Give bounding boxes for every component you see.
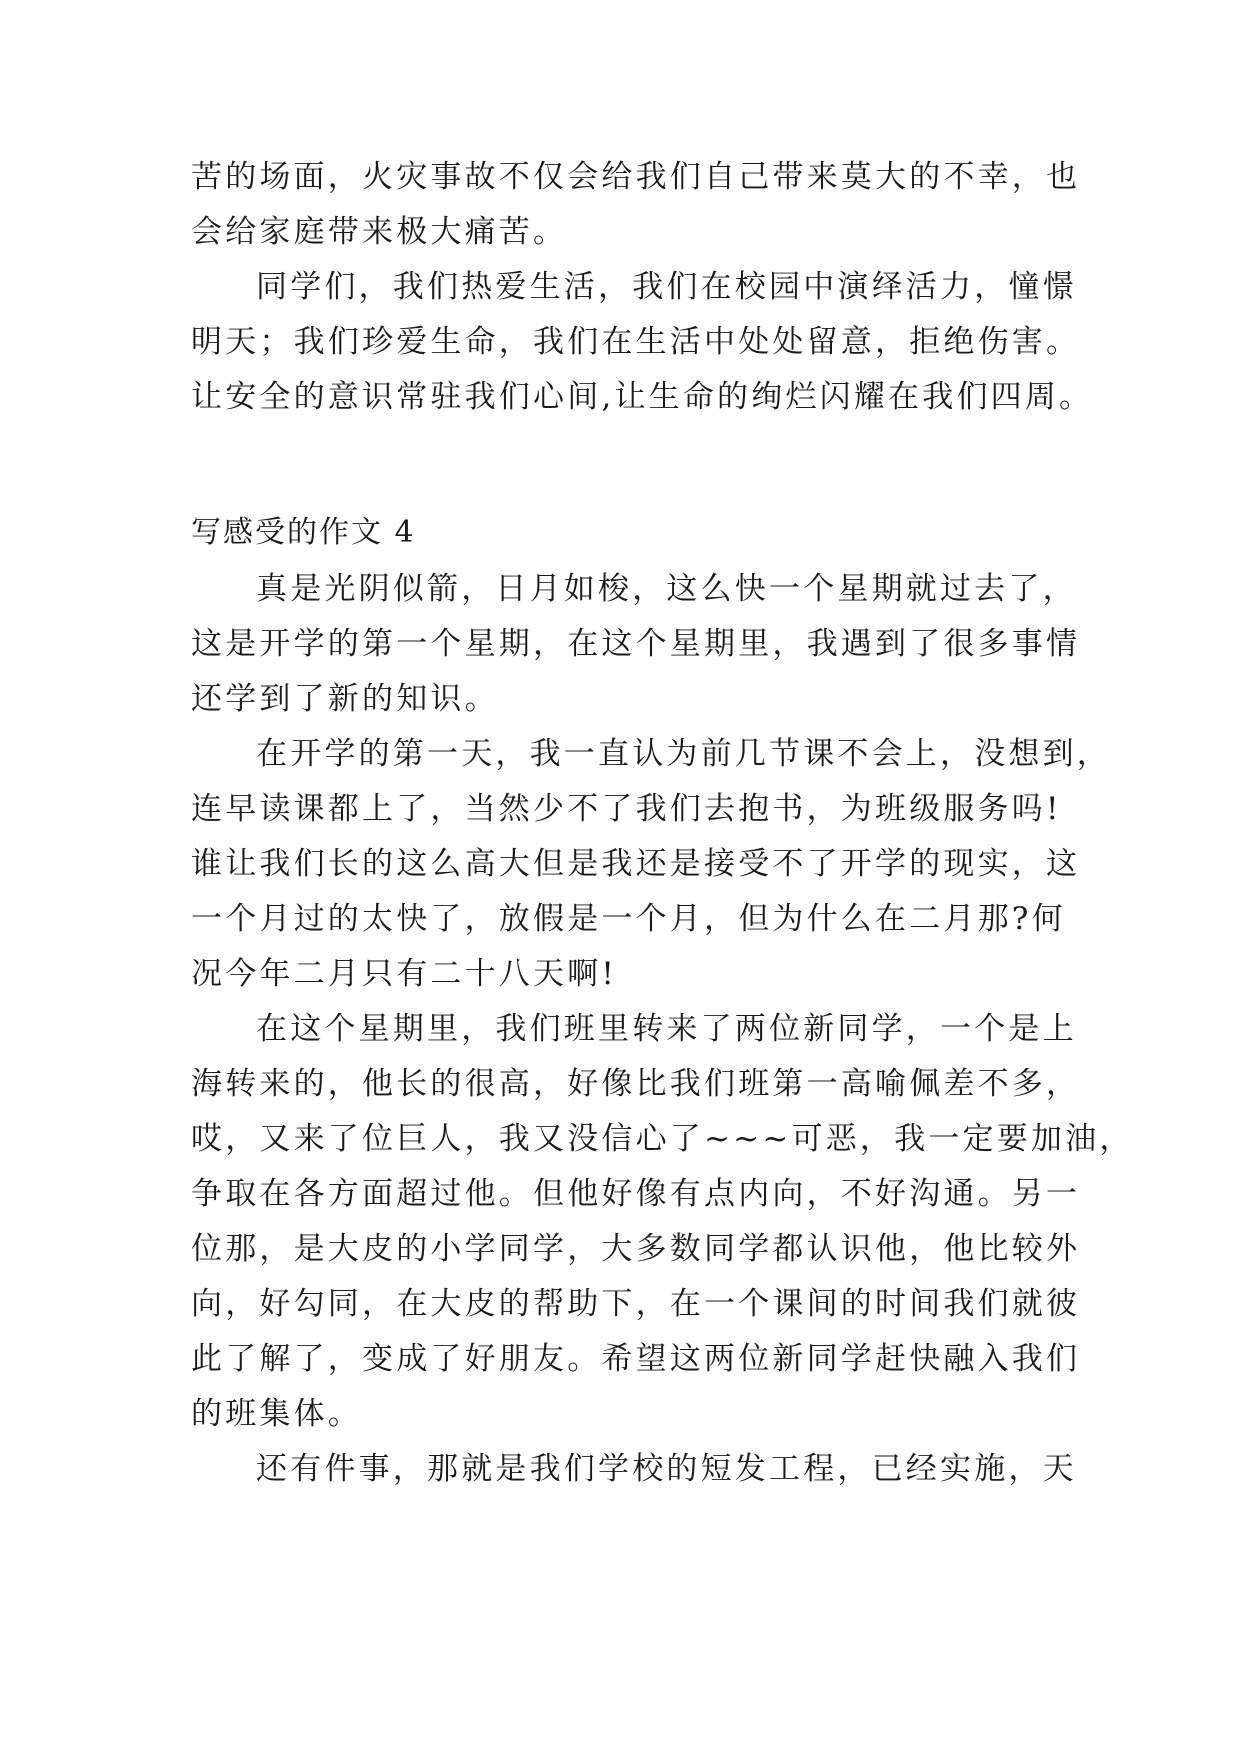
paragraph-line: 哎，又来了位巨人，我又没信心了~~~可恶，我一定要加油， [191,1121,1134,1157]
paragraph-line: 况今年二月只有二十八天啊! [191,956,618,992]
section-title-text: 写感受的作文 4 [191,515,416,550]
paragraph-line: 苦的场面，火灾事故不仅会给我们自己带来莫大的不幸，也 [191,159,1081,195]
paragraph-line: 真是光阴似箭，日月如梭，这么快一个星期就过去了， [256,571,1077,607]
paragraph-line: 的班集体。 [191,1396,362,1432]
paragraph-line: 让安全的意识常驻我们心间,让生命的绚烂闪耀在我们四周。 [191,379,1094,415]
section-title [191,505,1071,560]
text-block-top [191,150,1094,425]
paragraph-line: 同学们，我们热爱生活，我们在校园中演绎活力，憧憬 [256,269,1077,305]
paragraph-line: 海转来的，他长的很高，好像比我们班第一高喻佩差不多， [191,1066,1081,1102]
paragraph-line: 这是开学的第一个星期，在这个星期里，我遇到了很多事情 [191,626,1081,662]
paragraph-line: 谁让我们长的这么高大但是我还是接受不了开学的现实，这 [191,846,1081,882]
paragraph-line: 还学到了新的知识。 [191,681,499,717]
paragraph-line: 争取在各方面超过他。但他好像有点内向，不好沟通。另一 [191,1176,1081,1212]
paragraph-line: 在这个星期里，我们班里转来了两位新同学，一个是上 [256,1011,1077,1047]
paragraph-line: 向，好勾同，在大皮的帮助下，在一个课间的时间我们就彼 [191,1286,1081,1322]
paragraph-line: 还有件事，那就是我们学校的短发工程，已经实施，天 [256,1451,1077,1487]
text-block-bottom [191,562,1134,1497]
paragraph-line: 明天；我们珍爱生命，我们在生活中处处留意，拒绝伤害。 [191,324,1081,360]
paragraph-line: 会给家庭带来极大痛苦。 [191,214,568,250]
paragraph-line: 连早读课都上了，当然少不了我们去抱书，为班级服务吗! [191,791,1062,827]
paragraph-line: 在开学的第一天，我一直认为前几节课不会上，没想到， [256,736,1111,772]
paragraph-line: 此了解了，变成了好朋友。希望这两位新同学赶快融入我们 [191,1341,1081,1377]
paragraph-line: 位那，是大皮的小学同学，大多数同学都认识他，他比较外 [191,1231,1081,1267]
paragraph-line: 一个月过的太快了，放假是一个月，但为什么在二月那?何 [191,901,1066,937]
